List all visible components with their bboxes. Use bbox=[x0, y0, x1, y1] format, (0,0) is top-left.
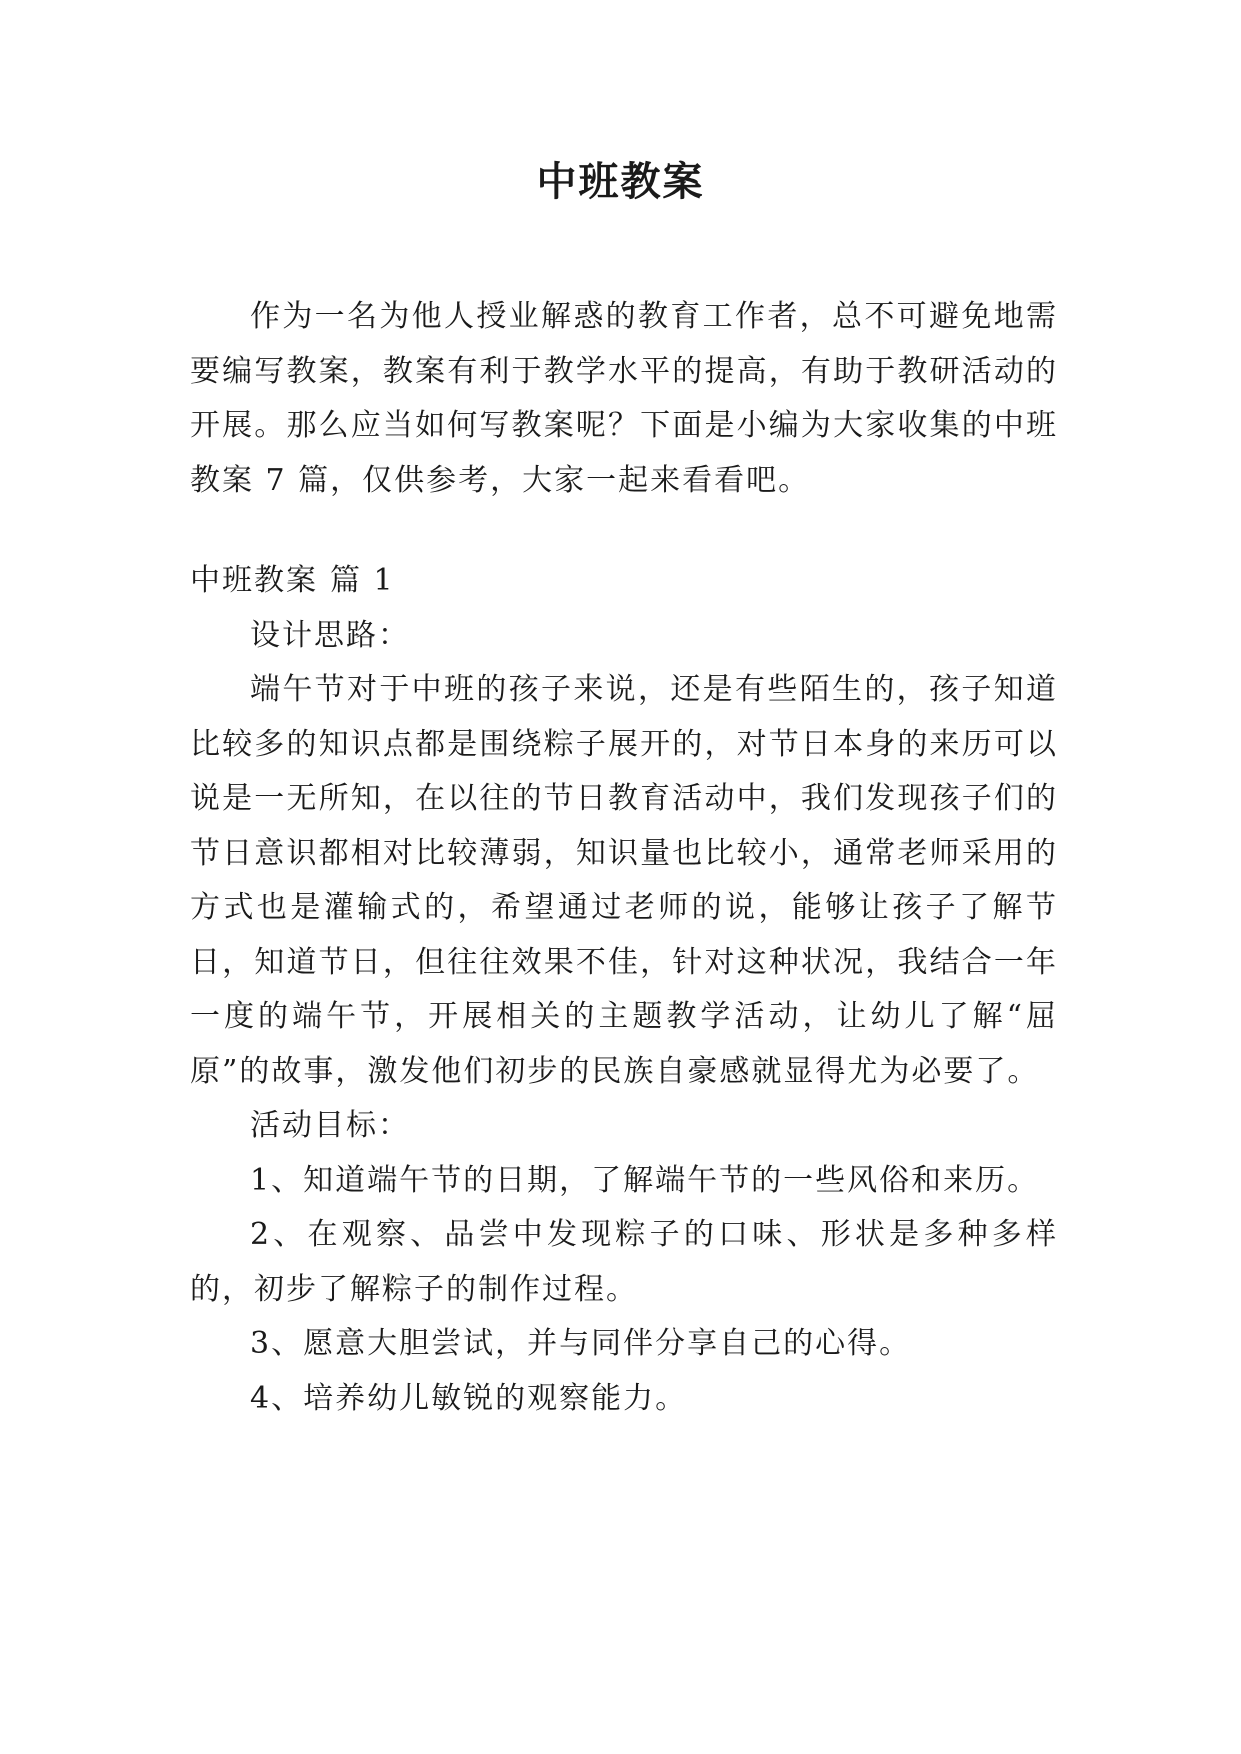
document-title: 中班教案 bbox=[536, 158, 705, 205]
design-paragraph: 端午节对于中班的孩子来说，还是有些陌生的，孩子知道比较多的知识点都是围绕粽子展开的，对节日本身的来历可以说是一无所知，在以往的节日教育活动中，我们发现孩子们的节日意识都相对比较薄弱，知识量也比较小，通常老师采用的方式也是灌输式的，希望通过老师的说，能够让孩子了解节日，知道节日，但往往效果不佳，针对这种状况，我结合一年一度的端午节，开展相关的主题教学活动，让幼儿了解“屈原”的故事，激发他们初步的民族自豪感就显得尤为必要了。 bbox=[190, 672, 1058, 1089]
document-body bbox=[190, 290, 1058, 1426]
goal-item: 2、在观察、品尝中发现粽子的口味、形状是多种多样的，初步了解粽子的制作过程。 bbox=[190, 1217, 1058, 1307]
section-heading bbox=[190, 554, 1058, 609]
section-number: 篇 1 bbox=[330, 563, 395, 598]
goal-item: 3、愿意大胆尝试，并与同伴分享自己的心得。 bbox=[250, 1326, 912, 1361]
goal-item: 4、培养幼儿敏锐的观察能力。 bbox=[250, 1380, 688, 1416]
design-label: 设计思路： bbox=[250, 617, 410, 653]
goals-label: 活动目标： bbox=[250, 1108, 410, 1143]
paragraph-gap bbox=[190, 508, 1058, 554]
section-title: 中班教案 bbox=[190, 563, 318, 598]
goal-item: 1、知道端午节的日期，了解端午节的一些风俗和来历。 bbox=[250, 1162, 1040, 1198]
intro-paragraph: 作为一名为他人授业解惑的教育工作者，总不可避免地需要编写教案，教案有利于教学水平的提高，有助于教研活动的开展。那么应当如何写教案呢？下面是小编为大家收集的中班教案 7 篇，仅供参考，大家一起来看看吧。 bbox=[190, 299, 1058, 498]
